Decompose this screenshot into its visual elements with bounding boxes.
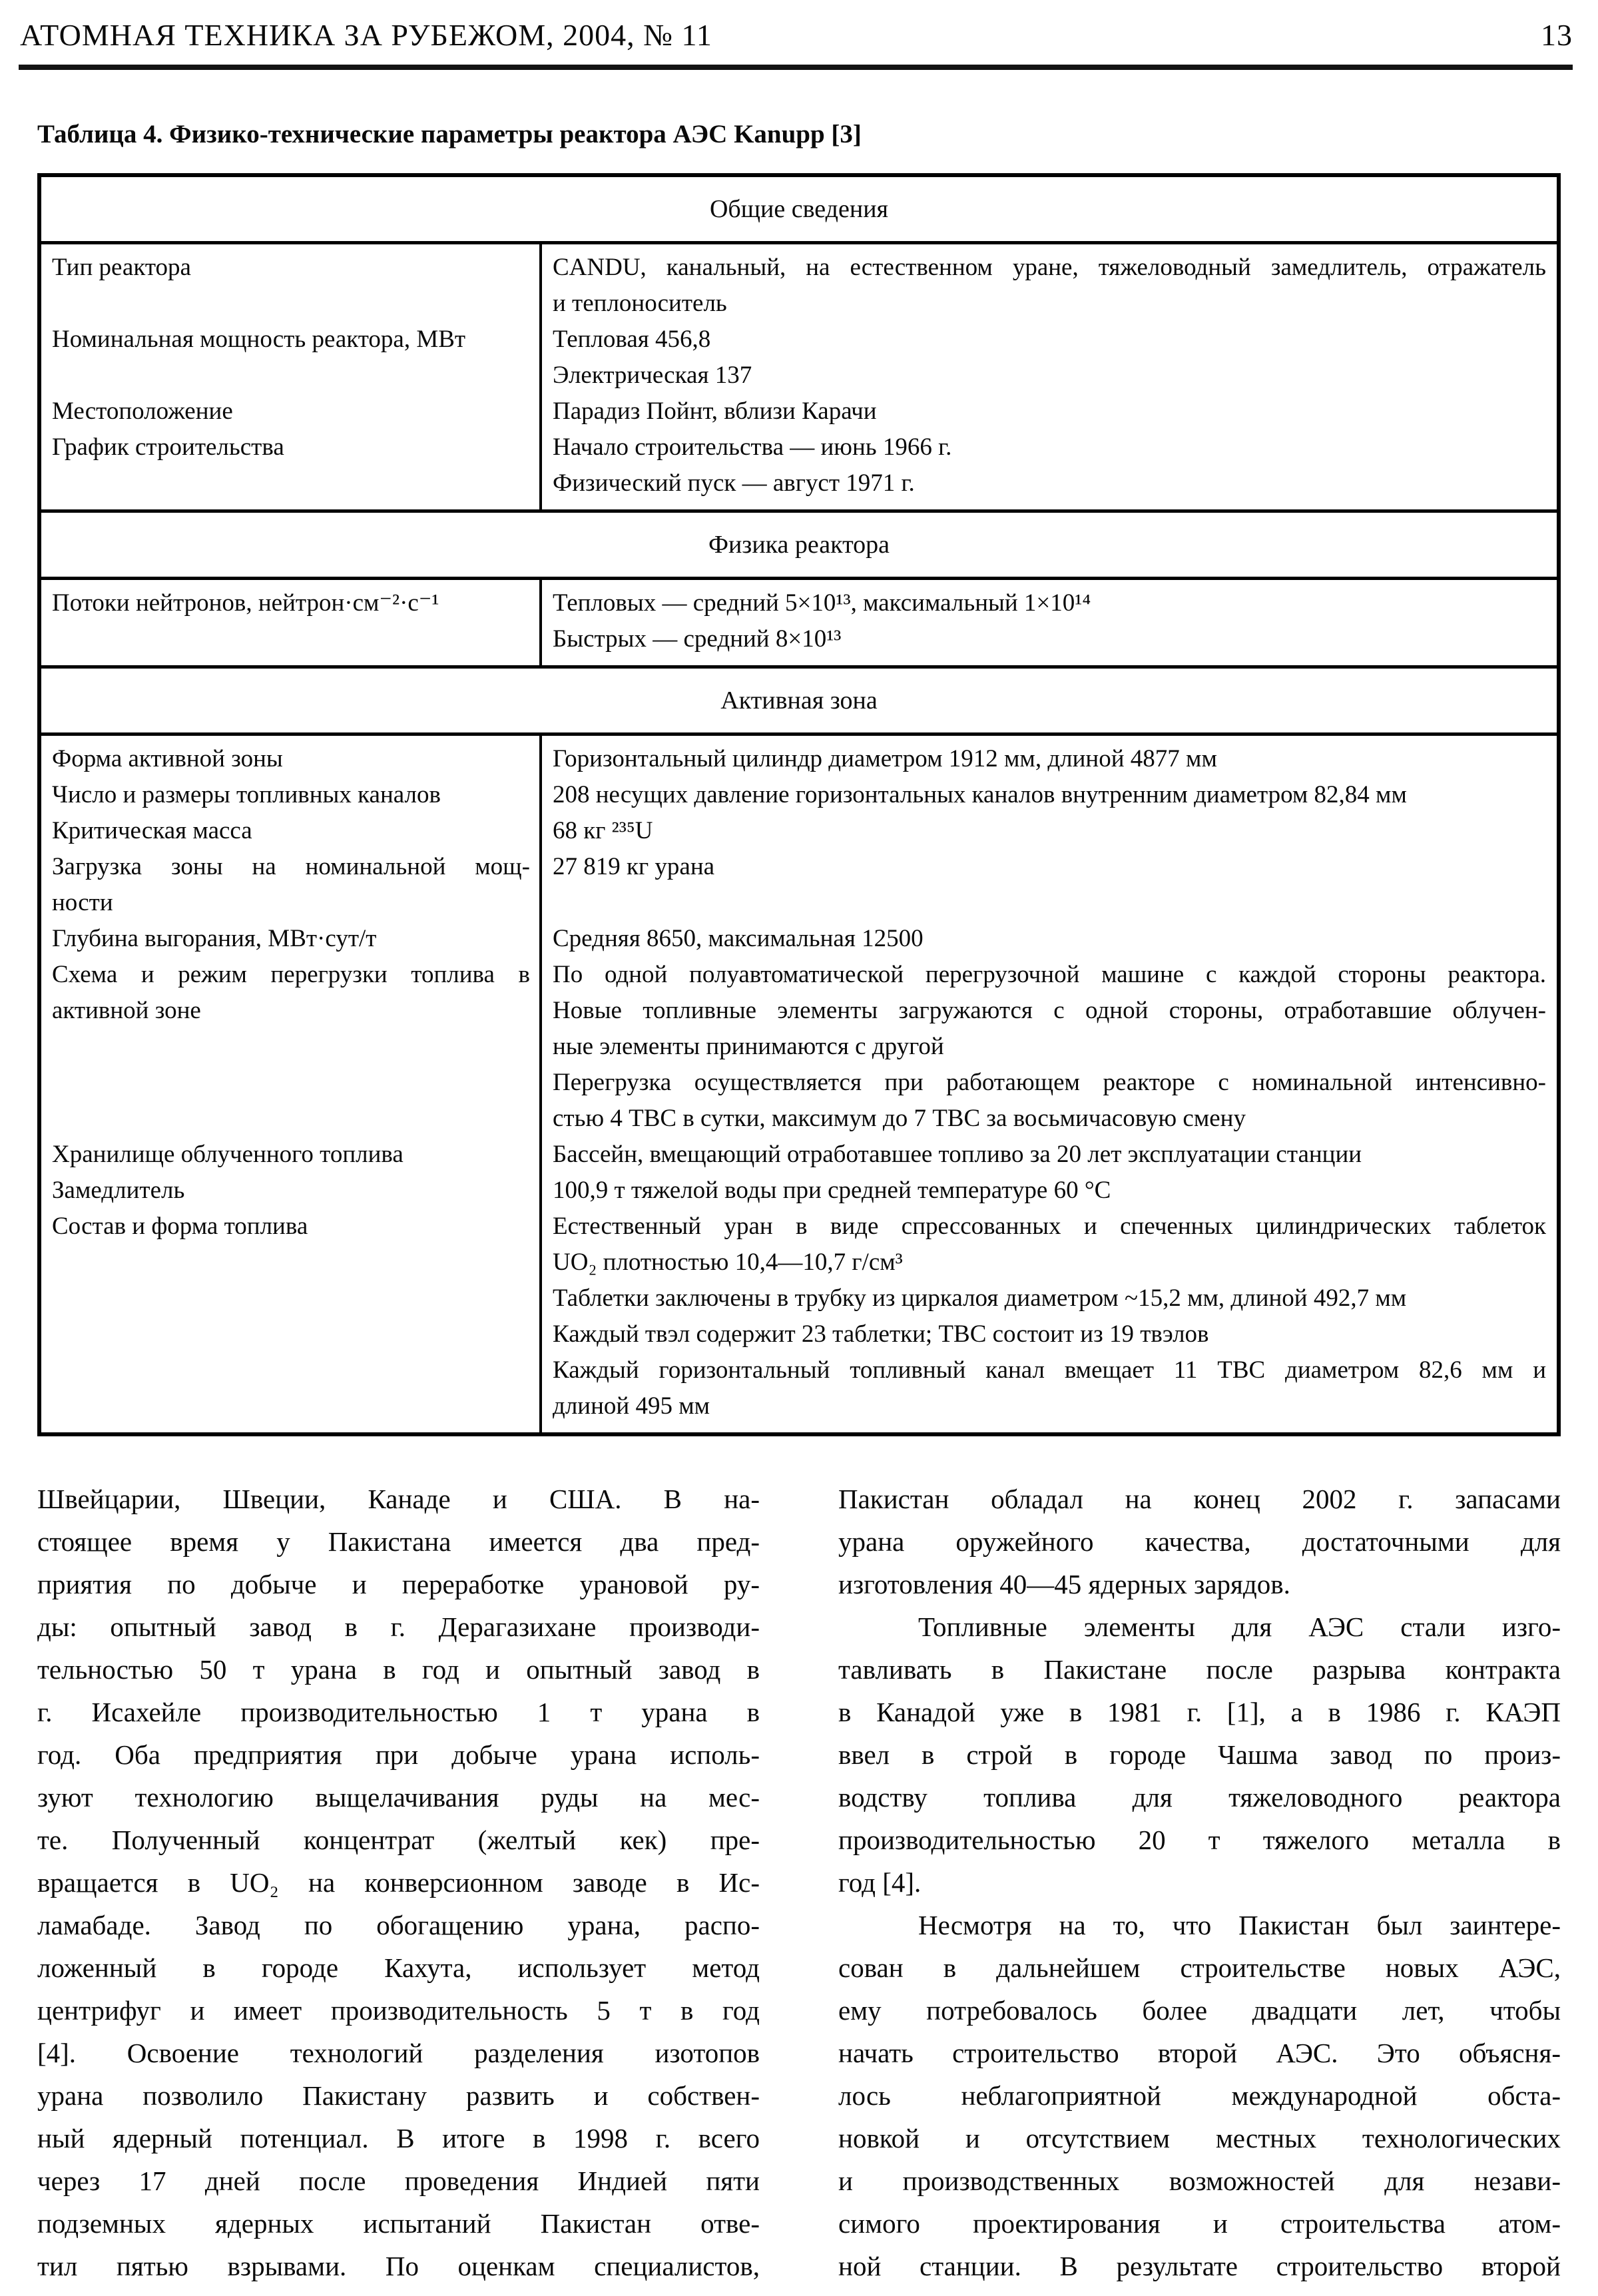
param-label	[41, 465, 539, 501]
param-label: Глубина выгорания, МВт·сут/т	[52, 925, 377, 952]
body-text-line: зуют технологию выщелачивания руды на мес-	[37, 1782, 760, 1813]
param-label: Состав и форма топлива	[52, 1213, 308, 1240]
table-section-header: Физика реактора	[41, 509, 1557, 580]
body-text-line: ложенный в городе Кахута, использует метод	[37, 1952, 760, 1983]
param-label: Критическая масса	[52, 817, 252, 844]
param-label: Схема и режим перегрузки топлива в	[52, 961, 530, 988]
param-value: длиной 495 мм	[553, 1392, 710, 1420]
body-text-line: г. Исахейле производительностью 1 т урана в	[37, 1697, 760, 1727]
parameters-table	[37, 173, 1561, 1436]
param-label	[41, 1101, 539, 1137]
text-column-right	[838, 1478, 1561, 2287]
param-value: Бассейн, вмещающий отработавшее топливо за 20 лет эксплуатации станции	[553, 1141, 1362, 1168]
param-value: Каждый твэл содержит 23 таблетки; ТВС состоит из 19 твэлов	[553, 1320, 1209, 1348]
journal-title: АТОМНАЯ ТЕХНИКА ЗА РУБЕЖОМ, 2004, № 11	[20, 18, 712, 52]
body-text-line: урана оружейного качества, достаточными для	[838, 1526, 1561, 1557]
param-value: Новые топливные элементы загружаются с одной стороны, отработавшие облучен-	[553, 997, 1546, 1024]
param-value: Перегрузка осуществляется при работающем реакторе с номинальной интенсивно-	[553, 1069, 1546, 1096]
param-label	[41, 1388, 539, 1424]
param-label	[41, 1029, 539, 1065]
body-text-line: урана позволило Пакистану развить и собствен-	[37, 2080, 760, 2111]
body-text-line: стоящее время у Пакистана имеется два пред-	[37, 1526, 760, 1557]
param-label	[41, 1065, 539, 1101]
text-column-left	[37, 1478, 760, 2287]
param-label: Замедлитель	[52, 1177, 185, 1204]
param-value: и теплоноситель	[553, 290, 727, 317]
table-section-body	[41, 580, 1557, 665]
running-head	[0, 0, 1598, 53]
param-value: Быстрых — средний 8×10¹³	[553, 625, 842, 653]
param-value: Горизонтальный цилиндр диаметром 1912 мм, длиной 4877 мм	[553, 745, 1217, 772]
table-section-body	[41, 244, 1557, 509]
param-label: Загрузка зоны на номинальной мощ-	[52, 853, 530, 880]
param-value: стью 4 ТВС в сутки, максимум до 7 ТВС за восьмичасовую смену	[553, 1105, 1246, 1132]
param-label: Потоки нейтронов, нейтрон·см⁻²·с⁻¹	[52, 589, 439, 617]
body-text-line: ввел в строй в городе Чашма завод по произ-	[838, 1739, 1561, 1770]
body-text-line: ламабаде. Завод по обогащению урана, распо-	[37, 1910, 760, 1940]
param-label: Номинальная мощность реактора, МВт	[52, 326, 466, 353]
param-label: активной зоне	[52, 997, 201, 1024]
table-section-body	[41, 736, 1557, 1432]
param-value: Таблетки заключены в трубку из циркалоя диаметром ~15,2 мм, длиной 492,7 мм	[553, 1285, 1407, 1312]
param-value	[539, 885, 1557, 921]
paragraph	[838, 1605, 1561, 1904]
param-label	[41, 1281, 539, 1316]
param-value: Физический пуск — август 1971 г.	[553, 469, 915, 497]
body-text-line: год [4].	[838, 1867, 922, 1898]
body-text-line: ды: опытный завод в г. Дерагазихане производи-	[37, 1611, 760, 1642]
param-value: 27 819 кг урана	[553, 853, 715, 880]
header-rule	[19, 65, 1573, 70]
body-text-line: [4]. Освоение технологий разделения изотопов	[37, 2038, 760, 2068]
param-label: Число и размеры топливных каналов	[52, 781, 441, 808]
body-text-line: лось неблагоприятной международной обста-	[838, 2080, 1561, 2111]
param-value: Каждый горизонтальный топливный канал вмещает 11 ТВС диаметром 82,6 мм и	[553, 1356, 1546, 1384]
body-text-line: изготовления 40—45 ядерных зарядов.	[838, 1569, 1290, 1599]
paragraph	[838, 1478, 1561, 1605]
param-value: Парадиз Пойнт, вблизи Карачи	[553, 398, 877, 425]
param-label	[41, 621, 539, 657]
body-text-line: тельностью 50 т урана в год и опытный завод в	[37, 1654, 760, 1685]
param-value: Средняя 8650, максимальная 12500	[553, 925, 924, 952]
param-value: Электрическая 137	[553, 362, 752, 389]
body-text-line: Швейцарии, Швеции, Канаде и США. В на-	[37, 1484, 760, 1514]
paragraph	[838, 1904, 1561, 2287]
param-label	[41, 286, 539, 322]
param-label	[41, 1316, 539, 1352]
param-label: График строительства	[52, 433, 284, 461]
param-label	[41, 1245, 539, 1281]
param-value: 208 несущих давление горизонтальных каналов внутренним диаметром 82,84 мм	[553, 781, 1407, 808]
paragraph	[37, 1478, 760, 2287]
table-caption: Таблица 4. Физико-технические параметры реактора АЭС Kanupp [3]	[37, 120, 862, 148]
body-text-line: Пакистан обладал на конец 2002 г. запасами	[838, 1484, 1561, 1514]
param-value: По одной полуавтоматической перегрузочной машине с каждой стороны реактора.	[553, 961, 1546, 988]
body-text-line: тил пятью взрывами. По оценкам специалистов,	[37, 2251, 760, 2281]
param-label: Местоположение	[52, 398, 233, 425]
param-value: Тепловых — средний 5×10¹³, максимальный 1×10¹⁴	[553, 589, 1091, 617]
body-text-line: сован в дальнейшем строительстве новых АЭС,	[838, 1952, 1561, 1983]
body-text-line: в Канадой уже в 1981 г. [1], а в 1986 г. КАЭП	[838, 1697, 1561, 1727]
param-label: Тип реактора	[52, 254, 191, 281]
body-text-line: и производственных возможностей для незави-	[838, 2165, 1561, 2196]
param-label: ности	[52, 889, 113, 916]
body-text-line: центрифуг и имеет производительность 5 т в год	[37, 1995, 760, 2026]
body-text-line: ной станции. В результате строительство второй	[838, 2251, 1561, 2281]
body-text-line: новкой и отсутствием местных технологических	[838, 2123, 1561, 2153]
param-value: 68 кг ²³⁵U	[553, 817, 653, 844]
body-text-line: симого проектирования и строительства атом-	[838, 2208, 1561, 2239]
param-value: Начало строительства — июнь 1966 г.	[553, 433, 952, 461]
body-text-line: ный ядерный потенциал. В итоге в 1998 г. всего	[37, 2123, 760, 2153]
body-text-line: ему потребовалось более двадцати лет, чтобы	[838, 1995, 1561, 2026]
param-value: UO₂ плотностью 10,4—10,7 г/см³	[553, 1249, 903, 1276]
param-value: CANDU, канальный, на естественном уране, тяжеловодный замедлитель, отражатель	[553, 254, 1546, 281]
param-value: Естественный уран в виде спрессованных и спеченных цилиндрических таблеток	[553, 1213, 1546, 1240]
article-body	[0, 1478, 1598, 2287]
body-text-line: те. Полученный концентрат (желтый кек) пре-	[37, 1825, 760, 1855]
param-value: ные элементы принимаются с другой	[553, 1033, 944, 1060]
body-text-line: водству топлива для тяжеловодного реактора	[838, 1782, 1561, 1813]
param-label	[41, 1352, 539, 1388]
body-text-line: тавливать в Пакистане после разрыва контракта	[838, 1654, 1561, 1685]
body-text-line: подземных ядерных испытаний Пакистан отве-	[37, 2208, 760, 2239]
param-label: Хранилище облученного топлива	[52, 1141, 403, 1168]
body-text-line: приятия по добыче и переработке урановой ру-	[37, 1569, 760, 1599]
table-section-header: Активная зона	[41, 665, 1557, 736]
body-text-line: начать строительство второй АЭС. Это объясня-	[838, 2038, 1561, 2068]
param-label	[41, 358, 539, 394]
body-text-line: через 17 дней после проведения Индией пяти	[37, 2165, 760, 2196]
param-value: 100,9 т тяжелой воды при средней температуре 60 °С	[553, 1177, 1111, 1204]
body-text-line: год. Оба предприятия при добыче урана исполь-	[37, 1739, 760, 1770]
param-value: Тепловая 456,8	[553, 326, 711, 353]
body-text-line: производительностью 20 т тяжелого металла в	[838, 1825, 1561, 1855]
param-label: Форма активной зоны	[52, 745, 283, 772]
body-text-line: Топливные элементы для АЭС стали изго-	[918, 1611, 1561, 1642]
body-text-line: Несмотря на то, что Пакистан был заинтере-	[918, 1910, 1561, 1940]
table-section-header: Общие сведения	[41, 177, 1557, 244]
body-text-line: вращается в UO₂ на конверсионном заводе в Ис-	[37, 1867, 760, 1898]
page-number: 13	[1541, 18, 1573, 52]
